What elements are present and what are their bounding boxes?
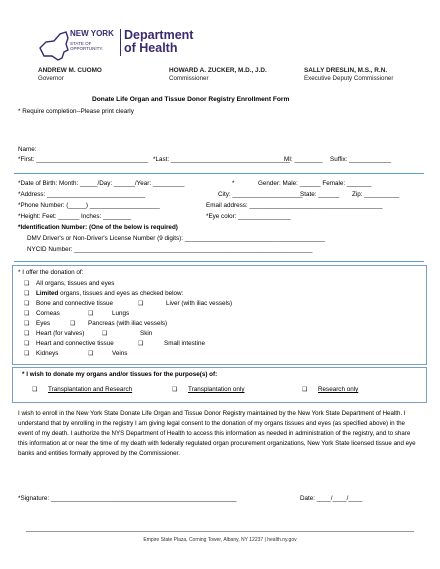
checkbox-limited[interactable]: ❑	[24, 291, 30, 297]
checkbox-eyes[interactable]: ❑	[24, 321, 30, 327]
dob-field[interactable]: *Date of Birth: Month: _____/Day: ______/Year: _________	[18, 180, 185, 187]
checkbox-liver[interactable]: ❑	[138, 301, 144, 307]
official-1-title: Governor	[38, 75, 64, 82]
checkbox-skin[interactable]: ❑	[102, 331, 108, 337]
checkbox-kidneys[interactable]: ❑	[24, 351, 30, 357]
logo-divider	[120, 29, 121, 56]
option-bone: Bone and connective tissue	[36, 300, 114, 307]
signature-field[interactable]: *Signature: _____________________________________________________	[18, 495, 237, 502]
section-rule	[14, 261, 424, 262]
department-name: Department of Health	[124, 28, 194, 55]
option-pancreas: Pancreas (with iliac vessels)	[88, 320, 168, 327]
option-small-intestine: Small intestine	[164, 340, 205, 347]
official-3-name: SALLY DRESLIN, M.S., R.N.	[304, 67, 388, 74]
official-3-title: Executive Deputy Commissioner	[304, 75, 394, 82]
footer-rule	[26, 531, 414, 532]
gender-required-mark: *	[232, 180, 235, 187]
last-name-field[interactable]: *Last: __________________________________	[153, 156, 290, 163]
purpose-transplant-research: Transplantation and Research	[48, 386, 133, 393]
official-2-name: HOWARD A. ZUCKER, M.D., J.D.	[169, 67, 267, 74]
purpose-heading: * I wish to donate my organs and/or tissues for the purpose(s) of:	[22, 371, 218, 378]
checkbox-transplant-only[interactable]: ❑	[172, 387, 178, 393]
checkbox-lungs[interactable]: ❑	[88, 311, 94, 317]
address-field[interactable]: *Address: ____________________________	[18, 191, 146, 198]
form-title: Donate Life Organ and Tissue Donor Registry Enrollment Form	[92, 96, 290, 103]
option-limited: Limited organs, tissues and eyes as checked below:	[36, 290, 184, 297]
email-field[interactable]: Email address: ______________________________________	[206, 202, 383, 209]
checkbox-transplant-research[interactable]: ❑	[32, 387, 38, 393]
section-rule	[14, 173, 424, 174]
suffix-field[interactable]: Suffix: ____________	[330, 156, 392, 163]
checkbox-bone[interactable]: ❑	[24, 301, 30, 307]
option-kidneys: Kidneys	[36, 350, 59, 357]
gender-field[interactable]: Gender: Male: ______ Female: _______	[258, 180, 372, 187]
checkbox-pancreas[interactable]: ❑	[70, 321, 76, 327]
option-skin: Skin	[140, 330, 153, 337]
donation-heading: * I offer the donation of:	[18, 269, 84, 276]
option-heart-valves: Heart (for valves)	[36, 330, 85, 337]
phone-field[interactable]: *Phone Number: (_____) ____________________	[18, 202, 160, 209]
option-eyes: Eyes	[36, 320, 50, 327]
date-field[interactable]: Date: ____/____/____	[300, 495, 363, 502]
eye-color-field[interactable]: *Eye color: _______________	[206, 213, 291, 220]
checkbox-heart-connective[interactable]: ❑	[24, 341, 30, 347]
state-field[interactable]: State: ______	[300, 191, 340, 198]
option-corneas: Corneas	[36, 310, 60, 317]
footer-address: Empire State Plaza, Corning Tower, Albany, NY 12237 | health.ny.gov	[143, 537, 297, 543]
state-name-line2: STATE OF OPPORTUNITY.	[70, 41, 104, 51]
checkbox-small-intestine[interactable]: ❑	[138, 341, 144, 347]
name-label: Name:	[18, 146, 37, 153]
checkbox-heart-valves[interactable]: ❑	[24, 331, 30, 337]
option-heart-connective: Heart and connective tissue	[36, 340, 114, 347]
option-veins: Veins	[112, 350, 128, 357]
checkbox-all[interactable]: ❑	[24, 281, 30, 287]
option-liver: Liver (with iliac vessels)	[166, 300, 233, 307]
state-name-line1: NEW YORK	[70, 29, 114, 38]
height-field[interactable]: *Height: Feet: ______ Inches: ________	[18, 213, 132, 220]
consent-paragraph: I wish to enroll in the New York State Donate Life Organ and Tissue Donor Registry maintained by the New York State Department of Health. I understand that by enrolling in the registry I am giving legal consent to the donation of my organs tissues and eyes (as specified above) in the event of my death. I authorize the NYS Department of Health to access this information as needed in administration of the registry, and to share this information at or near the time of my death with federally regulated organ procurement organizations, New York State licensed tissue and eye banks and entities formally approved by the Commissioner.	[18, 410, 416, 457]
checkbox-research-only[interactable]: ❑	[302, 387, 308, 393]
official-2-title: Commissioner	[169, 75, 209, 82]
dmv-number-field[interactable]: DMV Driver's or Non-Driver's License Number (9 digits): ________________________________________	[27, 235, 325, 242]
id-heading: *Identification Number: (One of the below is required)	[18, 224, 178, 231]
purpose-research-only: Research only	[318, 386, 359, 393]
option-lungs: Lungs	[112, 310, 130, 317]
middle-initial-field[interactable]: MI: ________	[284, 156, 323, 163]
first-name-field[interactable]: *First: ________________________________	[18, 156, 149, 163]
purpose-transplant-only: Transplantation only	[188, 386, 245, 393]
city-field[interactable]: City: ____________________	[218, 191, 303, 198]
checkbox-corneas[interactable]: ❑	[24, 311, 30, 317]
required-note: * Require completion--Please print clearly	[18, 108, 134, 115]
official-1-name: ANDREW M. CUOMO	[38, 67, 102, 74]
nycid-number-field[interactable]: NYCID Number: ____________________________________________________________________	[27, 246, 313, 253]
option-all: All organs, tissues and eyes	[36, 280, 115, 287]
zip-field[interactable]: Zip: __________	[352, 191, 400, 198]
checkbox-veins[interactable]: ❑	[88, 351, 94, 357]
